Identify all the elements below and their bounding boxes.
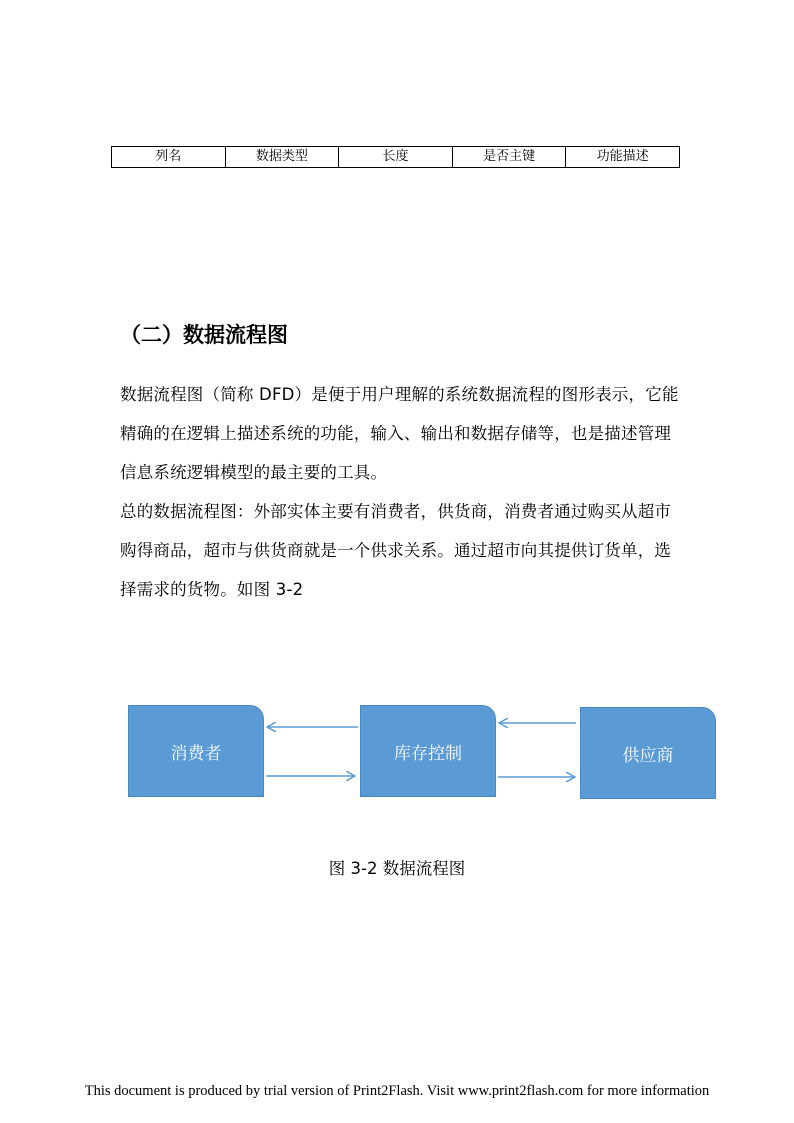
table-header-cell: 是否主键 <box>452 147 566 168</box>
table-header-cell: 长度 <box>339 147 453 168</box>
table-header-cell: 数据类型 <box>225 147 339 168</box>
supplier-node: 供应商 <box>580 707 716 799</box>
inventory-control-node: 库存控制 <box>360 705 496 797</box>
paragraph-dfd-definition: 数据流程图（简称 DFD）是便于用户理解的系统数据流程的图形表示，它能精确的在逻辑上描述系统的功能，输入、输出和数据存储等，也是描述管理信息系统逻辑模型的最主要的工具。 <box>120 385 679 482</box>
table-header-cell: 功能描述 <box>566 147 680 168</box>
table-header-cell: 列名 <box>112 147 226 168</box>
figure-caption: 图 3-2 数据流程图 <box>328 859 466 878</box>
table-header-row <box>112 147 680 168</box>
paragraph-overall-dfd: 总的数据流程图：外部实体主要有消费者，供货商，消费者通过购买从超市购得商品，超市与供货商就是一个供求关系。通过超市向其提供订货单，选择需求的货物。如图 3-2 <box>120 502 672 599</box>
consumer-node: 消费者 <box>128 705 264 797</box>
section-heading: （二）数据流程图 <box>120 323 288 347</box>
column-table <box>111 146 680 168</box>
trial-watermark-footer: This document is produced by trial version of Print2Flash. Visit www.print2flash.com for more information <box>84 1083 710 1099</box>
flow-arrows <box>0 690 794 810</box>
data-flow-diagram <box>0 690 794 810</box>
